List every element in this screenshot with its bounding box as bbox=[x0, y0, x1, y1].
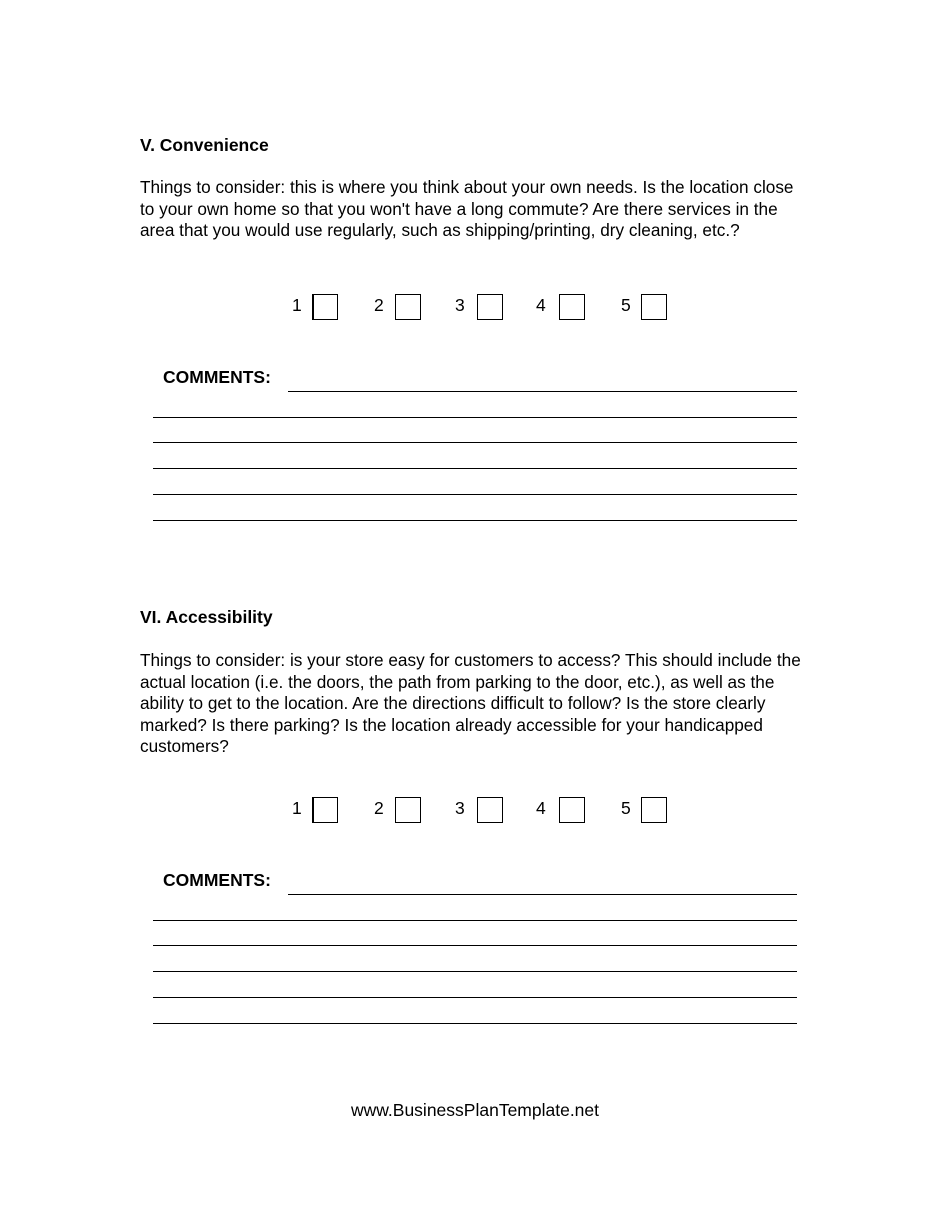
rating-label-4: 4 bbox=[536, 295, 546, 315]
rating-label-3: 3 bbox=[455, 798, 465, 818]
rating-label-5: 5 bbox=[621, 295, 631, 315]
comment-line-5[interactable] bbox=[153, 494, 797, 495]
rating-row-convenience bbox=[0, 294, 950, 324]
comment-line-6[interactable] bbox=[153, 520, 797, 521]
comment-line-2[interactable] bbox=[153, 920, 797, 921]
rating-label-3: 3 bbox=[455, 295, 465, 315]
rating-checkbox-4[interactable] bbox=[559, 797, 585, 823]
comments-label-convenience: COMMENTS: bbox=[163, 367, 271, 387]
rating-checkbox-2[interactable] bbox=[395, 294, 421, 320]
comment-line-1[interactable] bbox=[288, 391, 797, 392]
comment-line-3[interactable] bbox=[153, 442, 797, 443]
comment-line-6[interactable] bbox=[153, 1023, 797, 1024]
comments-label-accessibility: COMMENTS: bbox=[163, 870, 271, 890]
section-prompt-convenience: Things to consider: this is where you think about your own needs. Is the location close to your own home so that you won't have a long commute? Are there services in the area that you would use regularly, such as shipping/printing, dry cleaning, etc.? bbox=[140, 177, 794, 241]
rating-checkbox-3[interactable] bbox=[477, 294, 503, 320]
rating-checkbox-5[interactable] bbox=[641, 797, 667, 823]
comment-line-5[interactable] bbox=[153, 997, 797, 998]
comment-line-2[interactable] bbox=[153, 417, 797, 418]
section-title-convenience: V. Convenience bbox=[140, 135, 269, 155]
rating-label-2: 2 bbox=[374, 295, 384, 315]
footer-url: www.BusinessPlanTemplate.net bbox=[350, 1100, 600, 1120]
rating-row-accessibility bbox=[0, 797, 950, 827]
rating-checkbox-1[interactable] bbox=[312, 294, 338, 320]
rating-label-5: 5 bbox=[621, 798, 631, 818]
rating-checkbox-1[interactable] bbox=[312, 797, 338, 823]
comment-line-4[interactable] bbox=[153, 468, 797, 469]
rating-checkbox-3[interactable] bbox=[477, 797, 503, 823]
rating-label-1: 1 bbox=[292, 295, 302, 315]
rating-label-4: 4 bbox=[536, 798, 546, 818]
section-prompt-accessibility: Things to consider: is your store easy for customers to access? This should include the actual location (i.e. the doors, the path from parking to the door, etc.), as well as the ability to get to the location. Are the directions difficult to follow? Is the store clearly marked? Is there parking? Is the location already accessible for your handicapped customers? bbox=[140, 650, 801, 757]
section-title-accessibility: VI. Accessibility bbox=[140, 607, 273, 627]
comment-line-3[interactable] bbox=[153, 945, 797, 946]
comment-line-4[interactable] bbox=[153, 971, 797, 972]
rating-checkbox-5[interactable] bbox=[641, 294, 667, 320]
rating-checkbox-2[interactable] bbox=[395, 797, 421, 823]
rating-label-2: 2 bbox=[374, 798, 384, 818]
rating-label-1: 1 bbox=[292, 798, 302, 818]
rating-checkbox-4[interactable] bbox=[559, 294, 585, 320]
comment-line-1[interactable] bbox=[288, 894, 797, 895]
